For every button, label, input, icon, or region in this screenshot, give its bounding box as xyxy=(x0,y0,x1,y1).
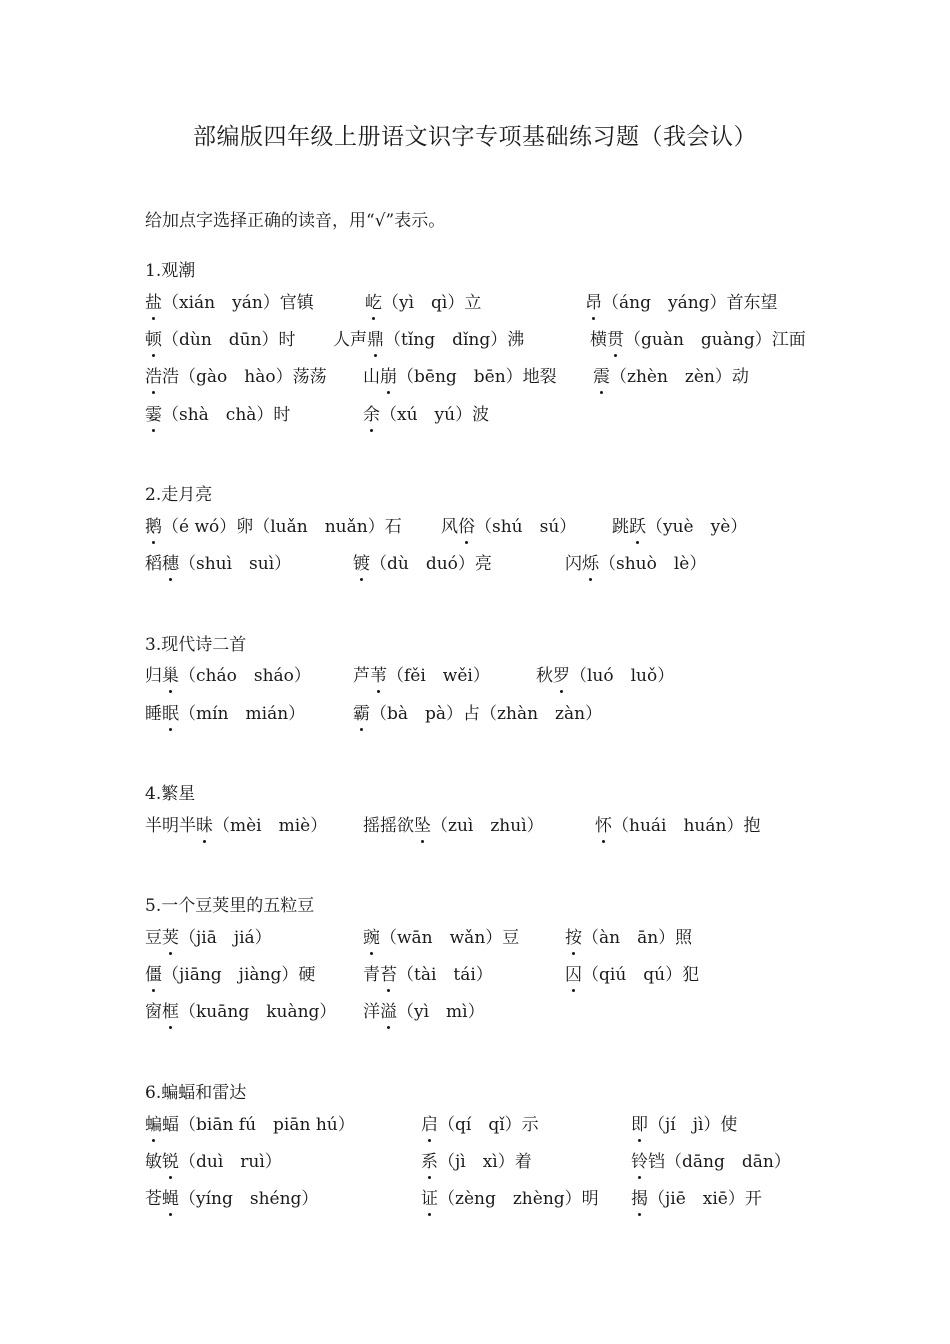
dotted-character: 坠 xyxy=(414,811,431,836)
dotted-character: 镀 xyxy=(353,549,370,574)
dotted-character: 囚 xyxy=(565,960,582,985)
exercise-row xyxy=(145,549,845,579)
pinyin-choices: （zèng zhèng）明 xyxy=(438,1189,599,1209)
exercise-row xyxy=(145,960,845,990)
dotted-character: 盐 xyxy=(145,288,162,313)
pinyin-choices: （shuò lè） xyxy=(599,554,707,574)
exercise-row xyxy=(145,1110,845,1140)
exercise-item xyxy=(631,1147,791,1172)
pinyin-choices: （cháo sháo） xyxy=(179,666,311,686)
exercise-item xyxy=(585,288,778,313)
section-title: 5.一个豆荚里的五粒豆 xyxy=(145,896,315,916)
exercise-item xyxy=(595,811,760,836)
word-prefix: 秋 xyxy=(536,666,553,686)
word-prefix: 半明半 xyxy=(145,816,196,836)
pinyin-choices: （shú sú） xyxy=(475,517,577,537)
exercise-item xyxy=(145,512,402,537)
dotted-character: 怀 xyxy=(595,811,612,836)
word-prefix: 芦 xyxy=(353,666,370,686)
dotted-character: 荚 xyxy=(162,923,179,948)
dotted-character: 霸 xyxy=(353,699,370,724)
dotted-character: 昧 xyxy=(196,811,213,836)
dotted-character: 豌 xyxy=(363,923,380,948)
pinyin-choices: （shuì suì） xyxy=(179,554,292,574)
instruction-text: 给加点字选择正确的读音，用“√”表示。 xyxy=(145,211,446,231)
exercise-item xyxy=(145,997,336,1022)
page-title: 部编版四年级上册语文识字专项基础练习题（我会认） xyxy=(193,124,757,150)
pinyin-choices: （yì qì）立 xyxy=(382,293,482,313)
section-title: 1.观潮 xyxy=(145,261,196,281)
exercise-item xyxy=(145,325,296,350)
exercise-row xyxy=(145,288,845,318)
pinyin-choices: （mèi miè） xyxy=(213,816,328,836)
pinyin-choices: （zhèn zèn）动 xyxy=(610,367,749,387)
word-prefix: 苍 xyxy=(145,1189,162,1209)
pinyin-choices: （bēng bēn）地裂 xyxy=(397,367,557,387)
dotted-character: 框 xyxy=(162,997,179,1022)
pinyin-choices: （tài tái） xyxy=(397,965,493,985)
dotted-character: 浩 xyxy=(145,362,162,387)
pinyin-choices: （fěi wěi） xyxy=(387,666,490,686)
dotted-character: 穗 xyxy=(162,549,179,574)
pinyin-choices: 浩（gào hào）荡荡 xyxy=(162,367,327,387)
exercise-item xyxy=(145,1147,282,1172)
pinyin-choices: （àn ān）照 xyxy=(582,928,693,948)
dotted-character: 余 xyxy=(363,400,380,425)
exercise-item xyxy=(631,1110,737,1135)
dotted-character: 崩 xyxy=(380,362,397,387)
dotted-character: 苔 xyxy=(380,960,397,985)
dotted-character: 启 xyxy=(421,1110,438,1135)
exercise-item xyxy=(565,960,699,985)
dotted-character: 铃 xyxy=(631,1147,648,1172)
word-prefix: 归 xyxy=(145,666,162,686)
exercise-item xyxy=(363,923,519,948)
pinyin-choices: 铛（dāng dān） xyxy=(648,1152,791,1172)
dotted-character: 震 xyxy=(593,362,610,387)
exercise-item xyxy=(145,288,314,313)
exercise-item xyxy=(353,549,492,574)
exercise-row xyxy=(145,325,845,355)
pinyin-choices: （bà pà）占（zhàn zàn） xyxy=(370,704,603,724)
pinyin-choices: （dùn dūn）时 xyxy=(162,330,296,350)
exercise-item xyxy=(421,1184,599,1209)
word-prefix: 睡 xyxy=(145,704,162,724)
exercise-row xyxy=(145,923,845,953)
word-prefix: 摇摇欲 xyxy=(363,816,414,836)
pinyin-choices: （qí qǐ）示 xyxy=(438,1115,539,1135)
pinyin-choices: （jiā jiá） xyxy=(179,928,272,948)
exercise-item xyxy=(631,1184,762,1209)
word-prefix: 洋 xyxy=(363,1002,380,1022)
exercise-item xyxy=(145,549,291,574)
dotted-character: 俗 xyxy=(458,512,475,537)
pinyin-choices: （shà chà）时 xyxy=(162,405,291,425)
exercise-item xyxy=(365,288,481,313)
word-prefix: 稻 xyxy=(145,554,162,574)
dotted-character: 烁 xyxy=(582,549,599,574)
exercise-item xyxy=(145,923,272,948)
exercise-row xyxy=(145,1184,845,1214)
dotted-character: 鹅 xyxy=(145,512,162,537)
dotted-character: 僵 xyxy=(145,960,162,985)
exercise-item xyxy=(145,362,327,387)
exercise-item xyxy=(363,997,485,1022)
word-prefix: 闪 xyxy=(565,554,582,574)
section-title: 6.蝙蝠和雷达 xyxy=(145,1083,247,1103)
dotted-character: 溢 xyxy=(380,997,397,1022)
dotted-character: 霎 xyxy=(145,400,162,425)
dotted-character: 顿 xyxy=(145,325,162,350)
word-prefix: 风 xyxy=(441,517,458,537)
exercise-item xyxy=(441,512,576,537)
dotted-character: 鼎 xyxy=(367,325,384,350)
dotted-character: 贯 xyxy=(607,325,624,350)
exercise-item xyxy=(145,400,290,425)
exercise-item xyxy=(145,960,315,985)
exercise-row xyxy=(145,997,845,1027)
pinyin-choices: （zuì zhuì） xyxy=(431,816,544,836)
word-prefix: 窗 xyxy=(145,1002,162,1022)
exercise-item xyxy=(145,699,305,724)
dotted-character: 系 xyxy=(421,1147,438,1172)
pinyin-choices: （tǐng dǐng）沸 xyxy=(384,330,525,350)
pinyin-choices: （kuāng kuàng） xyxy=(179,1002,337,1022)
exercise-item xyxy=(353,661,490,686)
exercise-row xyxy=(145,699,845,729)
word-prefix: 横 xyxy=(590,330,607,350)
exercise-row xyxy=(145,1147,845,1177)
exercise-item xyxy=(145,1110,355,1135)
dotted-character: 苇 xyxy=(370,661,387,686)
exercise-item xyxy=(590,325,806,350)
word-prefix: 跳 xyxy=(612,517,629,537)
pinyin-choices: （jì xì）着 xyxy=(438,1152,532,1172)
dotted-character: 锐 xyxy=(162,1147,179,1172)
word-prefix: 山 xyxy=(363,367,380,387)
pinyin-choices: （yì mì） xyxy=(397,1002,485,1022)
exercise-item xyxy=(363,960,493,985)
dotted-character: 揭 xyxy=(631,1184,648,1209)
exercise-item xyxy=(333,325,524,350)
exercise-item xyxy=(565,549,706,574)
dotted-character: 证 xyxy=(421,1184,438,1209)
section-title: 2.走月亮 xyxy=(145,485,213,505)
pinyin-choices: （duì ruì） xyxy=(179,1152,282,1172)
pinyin-choices: （dù duó）亮 xyxy=(370,554,492,574)
exercise-item xyxy=(421,1147,532,1172)
pinyin-choices: （é wó）卵（luǎn nuǎn）石 xyxy=(162,517,402,537)
pinyin-choices: （jiē xiē）开 xyxy=(648,1189,762,1209)
word-prefix: 青 xyxy=(363,965,380,985)
exercise-row xyxy=(145,661,845,691)
pinyin-choices: （luó luǒ） xyxy=(570,666,675,686)
pinyin-choices: （huái huán）抱 xyxy=(612,816,761,836)
exercise-item xyxy=(612,512,747,537)
exercise-item xyxy=(145,811,327,836)
dotted-character: 按 xyxy=(565,923,582,948)
dotted-character: 罗 xyxy=(553,661,570,686)
pinyin-choices: （mín mián） xyxy=(179,704,306,724)
pinyin-choices: （guàn guàng）江面 xyxy=(624,330,806,350)
exercise-item xyxy=(593,362,749,387)
pinyin-choices: （xú yú）波 xyxy=(380,405,490,425)
dotted-character: 屹 xyxy=(365,288,382,313)
section-title: 3.现代诗二首 xyxy=(145,635,247,655)
exercise-item xyxy=(421,1110,539,1135)
pinyin-choices: （wān wǎn）豆 xyxy=(380,928,520,948)
exercise-item xyxy=(353,699,602,724)
exercise-item xyxy=(363,400,489,425)
exercise-row xyxy=(145,811,845,841)
pinyin-choices: （xián yán）官镇 xyxy=(162,293,314,313)
pinyin-choices: （yuè yè） xyxy=(646,517,748,537)
pinyin-choices: （jiāng jiàng）硬 xyxy=(162,965,316,985)
word-prefix: 敏 xyxy=(145,1152,162,1172)
dotted-character: 蝙 xyxy=(145,1110,162,1135)
dotted-character: 蝇 xyxy=(162,1184,179,1209)
pinyin-choices: （qiú qú）犯 xyxy=(582,965,700,985)
exercise-item xyxy=(363,362,557,387)
word-prefix: 豆 xyxy=(145,928,162,948)
exercise-row xyxy=(145,400,845,430)
dotted-character: 即 xyxy=(631,1110,648,1135)
pinyin-choices: （yíng shéng） xyxy=(179,1189,319,1209)
exercise-item xyxy=(145,1184,318,1209)
dotted-character: 巢 xyxy=(162,661,179,686)
section-title: 4.繁星 xyxy=(145,784,196,804)
pinyin-choices: （áng yáng）首东望 xyxy=(602,293,778,313)
exercise-item xyxy=(536,661,674,686)
exercise-item xyxy=(145,661,311,686)
dotted-character: 跃 xyxy=(629,512,646,537)
exercise-row xyxy=(145,362,845,392)
pinyin-choices: 蝠（biān fú piān hú） xyxy=(162,1115,355,1135)
word-prefix: 人声 xyxy=(333,330,367,350)
pinyin-choices: （jí jì）使 xyxy=(648,1115,738,1135)
exercise-item xyxy=(565,923,692,948)
dotted-character: 眠 xyxy=(162,699,179,724)
exercise-row xyxy=(145,512,845,542)
dotted-character: 昂 xyxy=(585,288,602,313)
exercise-item xyxy=(363,811,544,836)
